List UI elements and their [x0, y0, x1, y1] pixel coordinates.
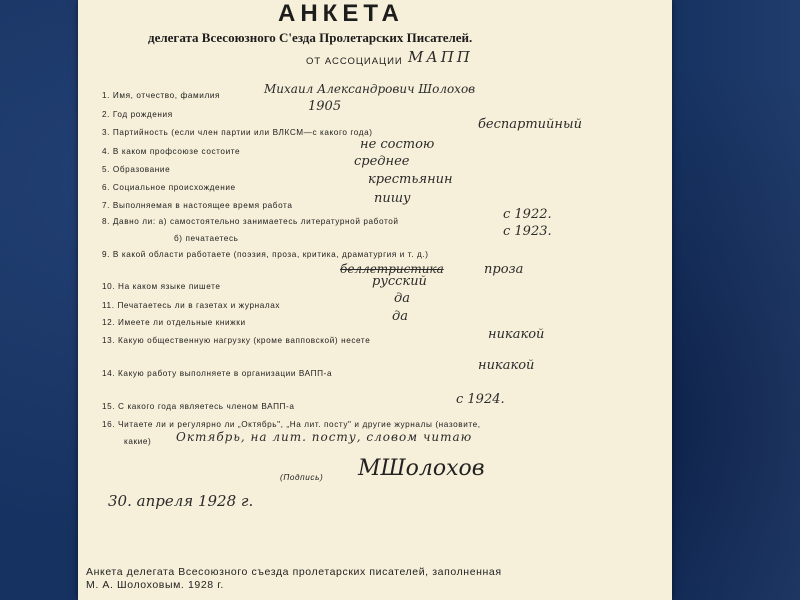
association-value: МАПП: [408, 48, 473, 66]
question-16: 16. Читаете ли и регулярно ли „Октябрь", „На лит. посту" и другие журналы (назовите,: [102, 420, 481, 429]
questionnaire-sheet: [78, 0, 672, 600]
answer-10: русский: [372, 274, 427, 289]
question-7: 7. Выполняемая в настоящее время работа: [102, 201, 293, 210]
form-subtitle: делегата Всесоюзного С'езда Пролетарских Писателей.: [148, 30, 473, 45]
answer-11: да: [394, 291, 410, 306]
figure-caption: [86, 566, 671, 592]
answer-8a: с 1922.: [503, 207, 552, 222]
caption-line-1: Анкета делегата Всесоюзного съезда пролетарских писателей, заполненная: [86, 566, 502, 578]
signature: МШолохов: [358, 456, 485, 481]
question-15: 15. С какого года являетесь членом ВАПП-а: [102, 402, 295, 411]
answer-2: 1905: [308, 99, 342, 114]
question-13: 13. Какую общественную нагрузку (кроме вапповской) несете: [102, 336, 371, 345]
question-5: 5. Образование: [102, 165, 171, 174]
form-title: АНКЕТА: [278, 0, 404, 27]
caption-line-2: М. А. Шолоховым. 1928 г.: [86, 579, 224, 591]
question-14: 14. Какую работу выполняете в организации ВАПП-а: [102, 369, 333, 378]
question-2: 2. Год рождения: [102, 110, 173, 119]
question-6: 6. Социальное происхождение: [102, 183, 236, 192]
answer-15: с 1924.: [456, 392, 505, 407]
answer-6: крестьянин: [368, 172, 453, 187]
association-label: ОТ АССОЦИАЦИИ: [306, 56, 403, 67]
answer-9: проза: [484, 262, 524, 277]
question-3: 3. Партийность (если член партии или ВЛКСМ—с какого года): [102, 128, 373, 137]
date-handwritten: 30. апреля 1928 г.: [108, 492, 254, 510]
answer-1: Михаил Александрович Шолохов: [264, 82, 476, 96]
answer-5: среднее: [354, 154, 410, 169]
answer-9-struck: беллетристика: [340, 262, 444, 276]
question-8a: 8. Давно ли: а) самостоятельно занимаетесь литературной работой: [102, 217, 399, 226]
question-9: 9. В какой области работаете (поэзия, проза, критика, драматургия и т. д.): [102, 250, 429, 259]
signature-label: (Подпись): [280, 473, 324, 482]
question-4: 4. В каком профсоюзе состоите: [102, 147, 241, 156]
question-12: 12. Имеете ли отдельные книжки: [102, 318, 246, 327]
answer-8b: с 1923.: [503, 224, 552, 239]
answer-4: не состою: [360, 137, 435, 152]
question-16-cont: какие): [124, 437, 152, 446]
answer-13: никакой: [488, 327, 545, 342]
answer-7: пишу: [374, 191, 411, 206]
question-11: 11. Печатаетесь ли в газетах и журналах: [102, 301, 281, 310]
question-1: 1. Имя, отчество, фамилия: [102, 91, 221, 100]
answer-3: беспартийный: [478, 117, 582, 132]
answer-14: никакой: [478, 358, 535, 373]
question-8b: б) печатаетесь: [174, 234, 239, 243]
answer-16: Октябрь, на лит. посту, словом читаю: [176, 430, 473, 444]
answer-12: да: [392, 309, 408, 324]
background-band: [670, 0, 800, 600]
question-10: 10. На каком языке пишете: [102, 282, 221, 291]
